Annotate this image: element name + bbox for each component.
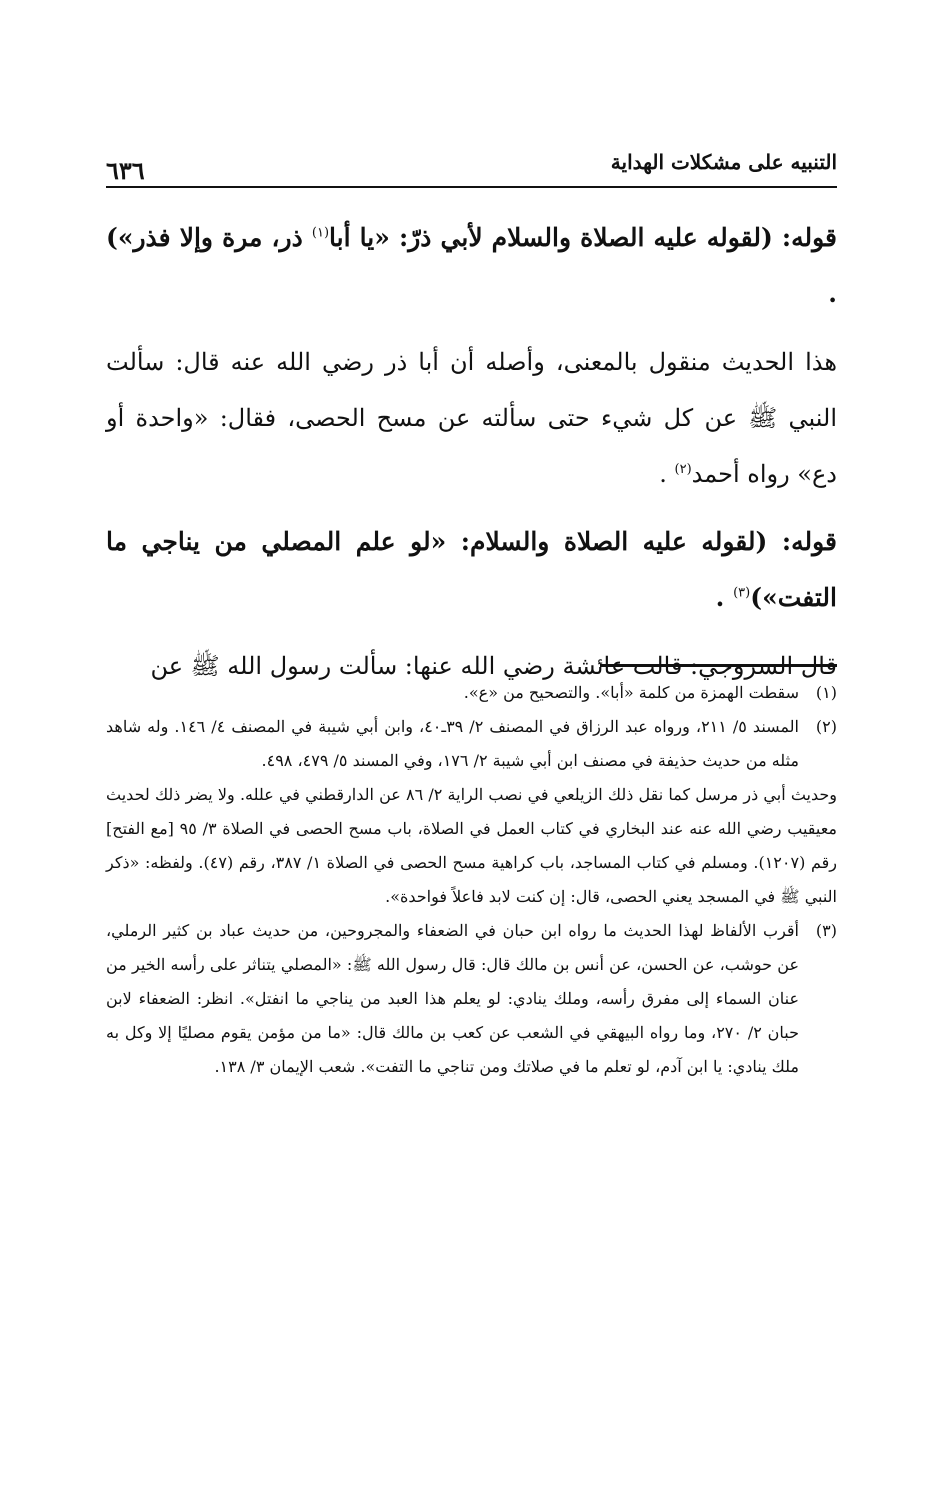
footnote-ref-2[interactable]: (٢) [674, 462, 692, 477]
header-rule [106, 186, 837, 188]
commentary-1-end: . [659, 460, 675, 488]
commentary-paragraph-1 [106, 334, 837, 502]
footnote-2 [106, 710, 837, 914]
footnote-1 [106, 676, 837, 710]
quote-1-text: قوله: (لقوله عليه الصلاة والسلام لأبي ذرّ: «يا أبا [329, 223, 838, 252]
quote-paragraph-2 [106, 514, 837, 626]
quote-2-text-end: . [715, 583, 734, 612]
page-number: ٦٣٦ [106, 156, 145, 185]
running-title: التنبيه على مشكلات الهداية [610, 150, 837, 174]
commentary-1-text: هذا الحديث منقول بالمعنى، وأصله أن أبا ذر رضي الله عنه قال: سألت النبي ﷺ عن كل شيء حتى سألته عن مسح الحصى، فقال: «واحدة أو دع» رواه أحمد [106, 348, 837, 488]
footnotes [106, 676, 837, 1084]
footnote-ref-3[interactable]: (٣) [733, 585, 751, 601]
footnote-text: المسند ٥/ ٢١١، ورواه عبد الرزاق في المصنف ٢/ ٣٩ـ٤٠، وابن أبي شيبة في المصنف ٤/ ١٤٦. وله شاهد مثله من حديث حذيفة في مصنف ابن أبي شيبة ٢/ ١٧٦، وفي المسند ٥/ ٤٧٩، ٤٩٨. [106, 717, 799, 770]
footnote-separator [600, 664, 837, 667]
footnote-number: (٢) [815, 717, 837, 736]
footnote-ref-1[interactable]: (١) [311, 225, 330, 241]
footnote-number: (٣) [815, 921, 837, 940]
commentary-paragraph-2: قال السروجي: قالت عائشة رضي الله عنها: سألت رسول الله ﷺ عن [150, 652, 837, 680]
footnote-text: سقطت الهمزة من كلمة «أبا». والتصحيح من «ع». [463, 683, 799, 702]
quote-paragraph-1 [106, 210, 837, 322]
footnote-number: (١) [815, 683, 837, 702]
footnote-text: أقرب الألفاظ لهذا الحديث ما رواه ابن حبان في الضعفاء والمجروحين، من حديث عباد بن كثير الرملي، عن حوشب، عن الحسن، عن أنس بن مالك قال: قال رسول الله ﷺ: «المصلي يتناثر على رأسه الخير من عنان السماء إلى مفرق رأسه، وملك ينادي: لو يعلم هذا العبد من يناجي ما انفتل». انظر: الضعفاء لابن حبان ٢/ ٢٧٠، وما رواه البيهقي في الشعب عن كعب بن مالك قال: «ما من مؤمن يقوم مصليًا إلا وكل به ملك ينادي: يا ابن آدم، لو تعلم ما في صلاتك ومن تناجي ما التفت». شعب الإيمان ٣/ ١٣٨. [106, 921, 800, 1076]
quote-1-text-end: ذر، مرة وإلا فذر») . [106, 223, 837, 308]
main-text [106, 210, 837, 694]
footnote-text-continued: وحديث أبي ذر مرسل كما نقل ذلك الزيلعي في نصب الراية ٢/ ٨٦ عن الدارقطني في علله. ولا يضر ذلك لحديث معيقيب رضي الله عنه عند البخاري في كتاب العمل في الصلاة، باب مسح الحصى في الصلاة ٣/ ٩٥ [مع الفتح] رقم (١٢٠٧). ومسلم في كتاب المساجد، باب كراهية مسح الحصى في الصلاة ١/ ٣٨٧، رقم (٤٧). ولفظه: «ذكر النبي ﷺ في المسجد يعني الحصى، قال: إن كنت لابد فاعلاً فواحدة». [106, 785, 838, 906]
quote-2-text: قوله: (لقوله عليه الصلاة والسلام: «لو علم المصلي من يناجي ما التفت») [106, 527, 837, 612]
footnote-3 [106, 914, 837, 1084]
running-header [106, 146, 837, 185]
